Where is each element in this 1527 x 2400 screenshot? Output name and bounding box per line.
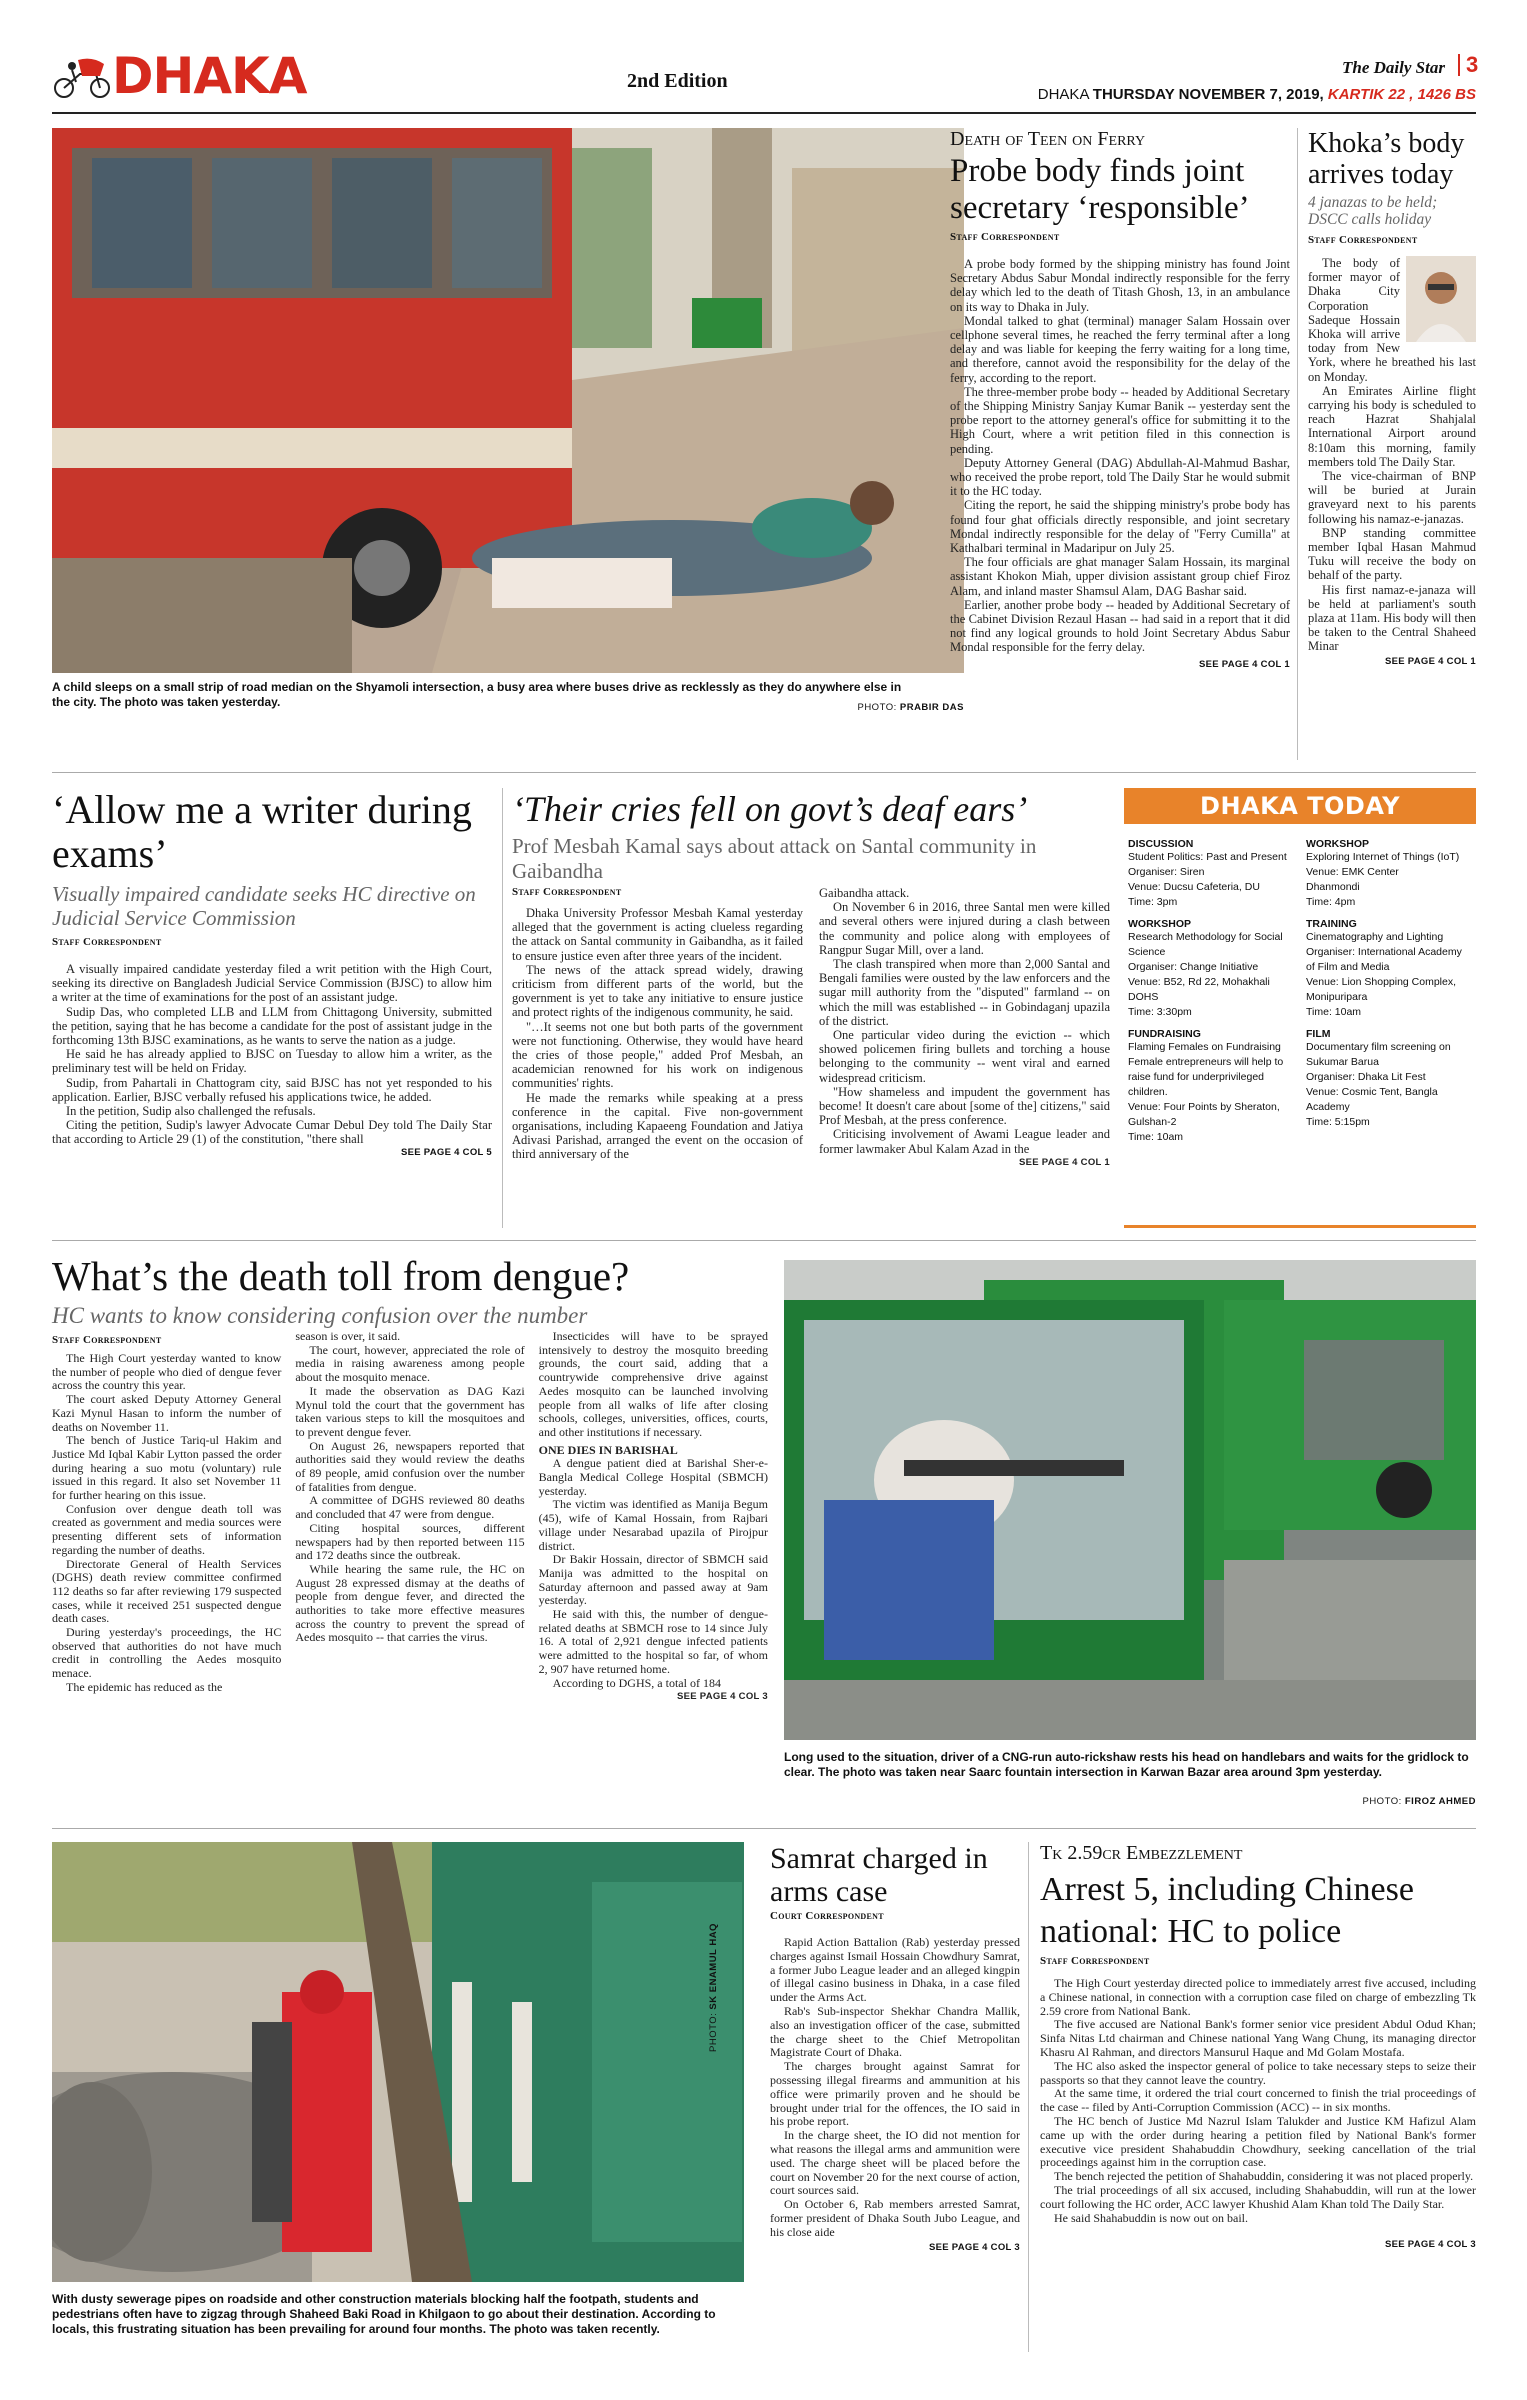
- story-byline: Staff Correspondent: [512, 886, 622, 898]
- edition-label: 2nd Edition: [627, 70, 728, 92]
- dateline-bengali: KARTIK 22 , 1426 BS: [1327, 86, 1476, 103]
- dateline: [1038, 86, 1476, 103]
- continued-link[interactable]: SEE PAGE 4 COL 1: [1384, 655, 1476, 667]
- cng-photo: [784, 1260, 1476, 1740]
- pipes-photo-caption: With dusty sewerage pipes on roadside and other construction materials blocking half the footpath, students and pedestrians often have to zigzag through Shaheed Baki Road in Khilgaon to go about their destination. According to locals, this frustrating situation has been prevailing for around four months. The photo was taken recently.: [52, 2292, 716, 2336]
- pipes-photo-credit: [708, 1832, 719, 2052]
- paragraph: Mondal talked to ghat (terminal) manager Salam Hossain over cellphone several times, he reached the ferry terminal after a long delay and was liable for keeping the ferry waiting for a long time, and therefore, cannot avoid the responsibility for the delay of the ferry, according to the report.: [950, 313, 1290, 385]
- embezzlement-story: [1040, 1842, 1476, 2250]
- page-number: 3: [1458, 54, 1478, 76]
- paragraph: He said Shahabuddin is now out on bail.: [1054, 2210, 1248, 2225]
- story-headline: Khoka’s body arrives today: [1308, 128, 1465, 190]
- masthead: [52, 47, 1479, 110]
- pipes-photo: [52, 1842, 744, 2282]
- story-column: [295, 1330, 524, 1704]
- section-rule: [52, 1240, 1476, 1241]
- cng-photo-credit: [1280, 1796, 1476, 1807]
- paragraph: On November 6 in 2016, three Santal men were killed and several others were injured during a clash between the community and police along with employees of Rangpur Sugar Mill, over a land.: [819, 900, 1110, 957]
- paragraph: The victim was identified as Manija Begum (45), wife of Kamal Hossain, from Rajbari village under Nesarabad upazila of Pirojpur district.: [538, 1497, 768, 1553]
- story-body: [770, 1936, 1020, 2240]
- event-line: Venue: B52, Rd 22, Mohakhali DOHS: [1128, 976, 1270, 1003]
- event-line: Student Politics: Past and Present: [1128, 851, 1287, 863]
- paragraph: season is over, it said.: [295, 1329, 401, 1343]
- masthead-rule: [52, 112, 1476, 114]
- dateline-city: DHAKA: [1037, 86, 1093, 103]
- event-label: WORKSHOP: [1128, 918, 1191, 930]
- credit-label: PHOTO:: [708, 2009, 719, 2052]
- section-rule: [52, 772, 1476, 773]
- story-body: [52, 962, 492, 1147]
- column-rule: [1028, 1842, 1029, 2352]
- cng-photo-caption: Long used to the situation, driver of a CNG-run auto-rickshaw rests his head on handlebars and waits for the gridlock to clear. The photo was taken near Saarc fountain intersection in Karwan Bazar area around 3pm yesterday.: [784, 1750, 1469, 1779]
- paragraph: The three-member probe body -- headed by Additional Secretary of the Shipping Ministry Sanjay Kumar Banik -- yesterday sent the probe report to the attorney general's office for submitting it to the High Court, where a writ petition filed in this connection is pending.: [950, 384, 1290, 456]
- khoka-story: [1308, 128, 1476, 667]
- event-line: Flaming Females on Fundraising: [1128, 1041, 1281, 1053]
- event-line: Time: 10am: [1128, 1131, 1184, 1143]
- story-subhead: 4 janazas to be held; DSCC calls holiday: [1308, 194, 1438, 228]
- paragraph: One particular video during the eviction -- which showed policemen firing bullets and torching a house belonging to the community -- went viral and earned widespread criticism.: [819, 1028, 1110, 1085]
- top-photo-credit: [800, 702, 964, 713]
- story-column: [512, 906, 803, 1170]
- story-column: [819, 886, 1110, 1170]
- paragraph: Citing the petition, Sudip's lawyer Advocate Cumar Debul Dey told The Daily Star that according to Article 29 (1) of the constitution, "there shall: [52, 1118, 492, 1147]
- ferry-story: [950, 128, 1290, 670]
- event-line: Exploring Internet of Things (IoT): [1306, 851, 1460, 863]
- paragraph: In the petition, Sudip also challenged the refusals.: [66, 1104, 316, 1119]
- paragraph: Deputy Attorney General (DAG) Abdullah-Al-Mahmud Bashar, who received the probe report, told The Daily Star he would submit it to the HC today.: [950, 455, 1290, 499]
- dhaka-today-box: [1124, 788, 1476, 1228]
- story-headline: Probe body finds joint secretary ‘responsible’: [950, 153, 1250, 226]
- event-line: Time: 10am: [1306, 1006, 1362, 1018]
- paragraph: He made the remarks while speaking at a press conference in the capital. Five non-government organisations, including Kapaeeng Foundation and Jatiya Adivasi Parishad, arranged the event on the occasion of third anniversary of the: [512, 1090, 803, 1162]
- paragraph: The High Court yesterday directed police to immediately arrest five accused, including a Chinese national, in connection with a corruption case filed on charge of embezzling Tk 2.59 crore from National Bank.: [1040, 1976, 1476, 2018]
- story-headline: ‘Their cries fell on govt’s deaf ears’: [512, 789, 1028, 829]
- continued-link[interactable]: SEE PAGE 4 COL 3: [928, 2241, 1020, 2253]
- story-subhead: Visually impaired candidate seeks HC directive on Judicial Service Commission: [52, 882, 476, 930]
- paragraph: Criticising involvement of Awami League leader and former lawmaker Abul Kalam Azad in the: [819, 1127, 1110, 1156]
- story-kicker: Death of Teen on Ferry: [950, 128, 1146, 150]
- paragraph: Dhaka University Professor Mesbah Kamal yesterday alleged that the government is acting clueless regarding the attack on Santal community in Gaibandha, as it failed to ensure justice even after three years of the incident.: [512, 906, 803, 963]
- paragraph: Insecticides will have to be sprayed intensively to destroy the mosquito breeding grounds, the court said, adding that a countrywide comprehensive drive against Aedes mosquito can be launched involving people from all walks of life after closing schools, colleges, universities, offices, courts, and other institutions if necessary.: [538, 1329, 768, 1439]
- story-column: [52, 1352, 281, 1704]
- story-byline: Staff Correspondent: [1308, 234, 1418, 246]
- paragraph: The court asked Deputy Attorney General Kazi Mynul Hasan to inform the number of deaths on November 11.: [52, 1392, 282, 1434]
- paragraph: "How shameless and impudent the government has become! It doesn't care about [some of the] citizens," said Prof Mesbah, at the press conference.: [819, 1084, 1110, 1128]
- paragraph: An Emirates Airline flight carrying his body is scheduled to reach Hazrat Shahjalal International Airport around 8:10am this morning, family members told The Daily Star.: [1308, 383, 1476, 469]
- paragraph: The vice-chairman of BNP will be buried at Jurain graveyard next to his parents following his namaz-e-janazas.: [1308, 469, 1476, 526]
- paragraph: Directorate General of Health Services (DGHS) death review committee confirmed 112 deaths so far after reviewing 179 suspected cases, while it received 251 suspected dengue death cases.: [52, 1556, 282, 1626]
- event-line: Organiser: Change Initiative: [1128, 961, 1259, 973]
- column-rule: [1297, 128, 1298, 760]
- story-byline: Staff Correspondent: [52, 1334, 162, 1346]
- paragraph: A visually impaired candidate yesterday filed a writ petition with the High Court, seeking its directive on Bangladesh Judicial Service Commission (BJSC) to allow him a writer at the time of examinations for the post of an assistant judge.: [52, 962, 492, 1005]
- event-line: Research Methodology for Social Science: [1128, 931, 1283, 958]
- continued-link[interactable]: SEE PAGE 4 COL 5: [400, 1146, 492, 1158]
- event-line: Female entrepreneurs will help to raise fund for underprivileged children.: [1128, 1056, 1284, 1098]
- event-line: Organiser: Dhaka Lit Fest: [1306, 1071, 1426, 1083]
- paragraph: On October 6, Rab members arrested Samrat, former president of Dhaka South Jubo League, and his close aide: [770, 2197, 1020, 2239]
- event-line: Time: 3:30pm: [1128, 1006, 1192, 1018]
- column-rule: [502, 788, 503, 1228]
- event-label: FUNDRAISING: [1128, 1028, 1201, 1040]
- event-line: Cinematography and Lighting: [1306, 931, 1444, 943]
- paragraph: Dr Bakir Hossain, director of SBMCH said Manija was admitted to the hospital on Saturday afternoon and passed away at 9am yesterday.: [538, 1552, 768, 1608]
- section-rule: [52, 1828, 1476, 1829]
- khoka-portrait: [1406, 256, 1476, 342]
- event-line: Time: 4pm: [1306, 896, 1356, 908]
- section-title: DHAKA: [112, 47, 307, 105]
- paragraph: According to DGHS, a total of 184: [552, 1675, 721, 1690]
- event-line: Venue: Cosmic Tent, Bangla Academy: [1306, 1086, 1438, 1113]
- paragraph: The HC bench of Justice Md Nazrul Islam Talukder and Justice KM Hafizul Alam came up with the order during hearing a petition filed by National Bank's former executive vice president Shahabuddin Chowdhury, seeking cancellation of the trial proceedings against him in the corruption case.: [1040, 2113, 1476, 2170]
- paragraph: A probe body formed by the shipping ministry has found Joint Secretary Abdus Sabur Mondal indirectly responsible for the ferry delay which led to the death of Titash Ghosh, 13, in an ambulance on its way to Dhaka in July.: [950, 257, 1290, 314]
- paragraph: The clash transpired when more than 2,000 Santal and Bengali families were ousted by the law enforcers and the sugar mill authority from the "disputed" farmland -- on which the mill was established -- in Gobindaganj upazila of the district.: [819, 957, 1110, 1028]
- paragraph: At the same time, it ordered the trial court concerned to finish the trial proceedings of the case -- filed by Anti-Corruption Commission (ACC) -- in six months.: [1040, 2086, 1476, 2115]
- paragraph: Rab's Sub-inspector Shekhar Chandra Mallik, also an investigation officer of the case, submitted the charge sheet to the Chief Metropolitan Magistrate Court of Dhaka.: [770, 2003, 1020, 2060]
- continued-link[interactable]: SEE PAGE 4 COL 3: [1384, 2239, 1476, 2251]
- story-column: [539, 1330, 768, 1704]
- paragraph: The High Court yesterday wanted to know the number of people who died of dengue fever across the country this year.: [52, 1351, 282, 1393]
- paragraph: In the charge sheet, the IO did not mention for what reasons the illegal arms and ammunition were used. The charge sheet will be placed before the court on November 20 for the next course of action, court sources said.: [770, 2128, 1020, 2198]
- story-byline: Staff Correspondent: [950, 231, 1060, 243]
- dateline-date: THURSDAY NOVEMBER 7, 2019,: [1092, 86, 1328, 103]
- credit-name: FIROZ AHMED: [1404, 1796, 1476, 1807]
- paragraph: The five accused are National Bank's former senior vice president Abdul Odud Khan; Sinfa Nitas Ltd chairman and Chinese national Yang Wang Chung, its managing director Khasru Al Rahman, and directors Mansurul Haque and Md Golam Mostafa.: [1040, 2017, 1476, 2059]
- story-subhead: HC wants to know considering confusion over the number: [52, 1303, 588, 1328]
- story-byline: Staff Correspondent: [1040, 1955, 1150, 1967]
- paragraph: It made the observation as DAG Kazi Mynul told the court that the government has taken various steps to kill the mosquitoes and to prevent dengue fever.: [295, 1383, 525, 1439]
- events-left: [1128, 830, 1294, 1145]
- rickshaw-logo-icon: [52, 54, 116, 103]
- paragraph: Rapid Action Battalion (Rab) yesterday pressed charges against Ismail Hossain Chowdhury Samrat, a former Jubo League leader and an alleged kingpin of illegal casino business in Dhaka, in a case filed under the Arms Act.: [770, 1935, 1020, 2005]
- paragraph: A dengue patient died at Barishal Sher-e-Bangla Medical College Hospital (SBMCH) yesterday.: [538, 1456, 768, 1498]
- paragraph: He said he has already applied to BJSC on Tuesday to allow him a writer, as the preliminary test will be held on Friday.: [52, 1047, 492, 1076]
- dhaka-today-header: [1124, 788, 1476, 824]
- event-line: Venue: Lion Shopping Complex, Monipuripara: [1306, 976, 1457, 1003]
- story-headline: ‘Allow me a writer during exams’: [52, 787, 472, 876]
- events-right: [1306, 830, 1472, 1145]
- credit-name: PRABIR DAS: [899, 702, 964, 713]
- event-label: WORKSHOP: [1306, 838, 1369, 850]
- dengue-story: [52, 1252, 768, 1704]
- story-headline: Arrest 5, including Chinese national: HC to police: [1040, 1871, 1414, 1950]
- santal-story: [512, 788, 1110, 1170]
- paragraph: The charges brought against Samrat for possessing illegal firearms and ammunition at his office were primarily proven and he should be brought under trial for the offences, the IO said in his probe report.: [770, 2059, 1020, 2129]
- paragraph: The body of former mayor of Dhaka City Corporation Sadeque Hossain Khoka will arrive today from New York, where he breathed his last on Monday.: [1308, 256, 1476, 384]
- top-photo-caption: A child sleeps on a small strip of road median on the Shyamoli intersection, a busy area where buses drive as recklessly as they do anywhere else in the city. The photo was taken yesterday.: [52, 680, 902, 709]
- paragraph: The HC also asked the inspector general of police to take necessary steps to seize their passports so that they cannot leave the country.: [1040, 2058, 1476, 2087]
- paragraph: While hearing the same rule, the HC on August 28 expressed dismay at the deaths of people from dengue fever, and directed the authorities to take more effective measures across the country to prevent the spread of Aedes mosquito -- that carries the virus.: [295, 1561, 525, 1645]
- continued-link[interactable]: SEE PAGE 4 COL 1: [1198, 658, 1290, 670]
- paragraph: The trial proceedings of all six accused, including Shahabuddin, will run at the lower court following the HC order, ACC lawyer Khushid Alam Khan told The Daily Star.: [1040, 2182, 1476, 2211]
- paragraph: The news of the attack spread widely, drawing criticism from different parts of the world, but the government is yet to take any initiative to ensure justice and protect rights of the indigenous community, he said.: [512, 962, 803, 1020]
- story-headline: Samrat charged in arms case: [770, 1842, 988, 1908]
- paragraph: "…It seems not one but both parts of the government were not functioning. Otherwise, they would have heard the cries of those people," added Prof Mesbah, an academician renowned for his work on indigenous communities' rights.: [512, 1019, 803, 1091]
- event-line: Time: 5:15pm: [1306, 1116, 1370, 1128]
- paragraph: The bench rejected the petition of Shahabuddin, considering it was not placed properly.: [1054, 2169, 1474, 2184]
- story-kicker: Tk 2.59cr Embezzlement: [1040, 1842, 1243, 1864]
- samrat-story: [770, 1842, 1020, 2253]
- credit-label: PHOTO:: [1362, 1796, 1405, 1807]
- dhaka-today-title: DHAKA TODAY: [1200, 792, 1400, 820]
- continued-link[interactable]: SEE PAGE 4 COL 1: [1018, 1156, 1110, 1168]
- event-label: DISCUSSION: [1128, 838, 1194, 850]
- event-line: Dhanmondi: [1306, 881, 1360, 893]
- paragraph: He said with this, the number of dengue-related deaths at SBMCH rose to 14 since July 16. A total of 2,921 dengue infected patients were admitted to the hospital so far, of whom 2, 907 have returned home.: [538, 1607, 768, 1676]
- paragraph: During yesterday's proceedings, the HC observed that authorities do not have much credit in controlling the Aedes mosquito menace.: [52, 1625, 282, 1681]
- inline-subhead: ONE DIES IN BARISHAL: [538, 1442, 678, 1457]
- story-headline: What’s the death toll from dengue?: [52, 1253, 630, 1299]
- event-line: Time: 3pm: [1128, 896, 1178, 908]
- credit-label: PHOTO:: [857, 702, 900, 713]
- event-line: Organiser: International Academy of Film and Media: [1306, 946, 1462, 973]
- story-subhead: Prof Mesbah Kamal says about attack on Santal community in Gaibandha: [512, 834, 1037, 883]
- event-line: Venue: Ducsu Cafeteria, DU: [1128, 881, 1260, 893]
- paragraph: Sudip, from Pahartali in Chattogram city, said BJSC has not yet responded to his application. Earlier, BJSC verbally refused his applications twice, he added.: [52, 1075, 492, 1104]
- event-line: Organiser: Siren: [1128, 866, 1205, 878]
- event-label: FILM: [1306, 1028, 1331, 1040]
- top-photo: [52, 128, 964, 673]
- story-byline: Staff Correspondent: [52, 936, 162, 948]
- paper-name: The Daily Star: [1342, 58, 1445, 77]
- paragraph: BNP standing committee member Iqbal Hasan Mahmud Tuku will receive the body on behalf of the party.: [1308, 525, 1476, 583]
- story-body: [950, 257, 1290, 655]
- paragraph: A committee of DGHS reviewed 80 deaths and concluded that 47 were from dengue.: [295, 1493, 525, 1522]
- paragraph: The four officials are ghat manager Salam Hossain, its marginal assistant Khokon Miah, upper division assistant group chief Firoz Alam, and inland master Shamsul Alam, DAG Bashar said.: [950, 555, 1290, 598]
- paragraph: Citing the report, he said the shipping ministry's probe body has found four ghat officials directly responsible, and joint secretary Mondal indirectly responsible for the delay of "Ferry Cumilla" at Kathalbari terminal in Madaripur on July 25.: [950, 498, 1290, 556]
- paragraph: The bench of Justice Tariq-ul Hakim and Justice Md Iqbal Kabir Lytton passed the order during hearing a suo motu (voluntary) rule issued in this regard. It also set November 11 for further hearing on this issue.: [52, 1433, 282, 1503]
- paragraph: Sudip Das, who completed LLB and LLM from Chittagong University, submitted the petition, saying that he has become a candidate for the post of assistant judge in the forthcoming 13th BJSC examinations, as he wants to serve the nation as a judge.: [52, 1004, 492, 1048]
- paragraph: Confusion over dengue death toll was created as government and media sources were presenting different sets of information regarding the number of deaths.: [52, 1501, 282, 1557]
- paragraph: The epidemic has reduced as the: [66, 1679, 223, 1694]
- paragraph: The court, however, appreciated the role of media in raising awareness among people about the mosquito menace.: [295, 1342, 525, 1385]
- paragraph: Citing hospital sources, different newspapers had by then reported between 115 and 172 deaths since the outbreak.: [295, 1520, 525, 1563]
- writer-story: [52, 788, 492, 1158]
- paragraph: Earlier, another probe body -- headed by Additional Secretary of the Cabinet Division Rezaul Hasan -- had said in a report that it did not find any logical grounds to hold Joint Secretary Abdus Sabur Mondal responsible for the ferry delay.: [950, 597, 1290, 655]
- story-byline: Court Correspondent: [770, 1910, 884, 1922]
- continued-link[interactable]: SEE PAGE 4 COL 3: [676, 1691, 768, 1703]
- event-label: TRAINING: [1306, 918, 1357, 930]
- event-line: Venue: Four Points by Sheraton, Gulshan-2: [1128, 1101, 1280, 1128]
- event-line: Documentary film screening on Sukumar Barua: [1306, 1041, 1451, 1068]
- credit-name: SK ENAMUL HAQ: [708, 1923, 719, 2010]
- event-line: Venue: EMK Center: [1306, 866, 1399, 878]
- paragraph: On August 26, newspapers reported that authorities said they would review the deaths of 89 people, amid confusion over the number of fatalities from dengue.: [295, 1438, 525, 1494]
- paragraph: Gaibandha attack.: [819, 886, 910, 900]
- story-body: [1040, 1977, 1476, 2225]
- paragraph: His first namaz-e-janaza will be held at parliament's south plaza at 11am. His body will then be taken to the Central Shaheed Minar: [1308, 582, 1476, 654]
